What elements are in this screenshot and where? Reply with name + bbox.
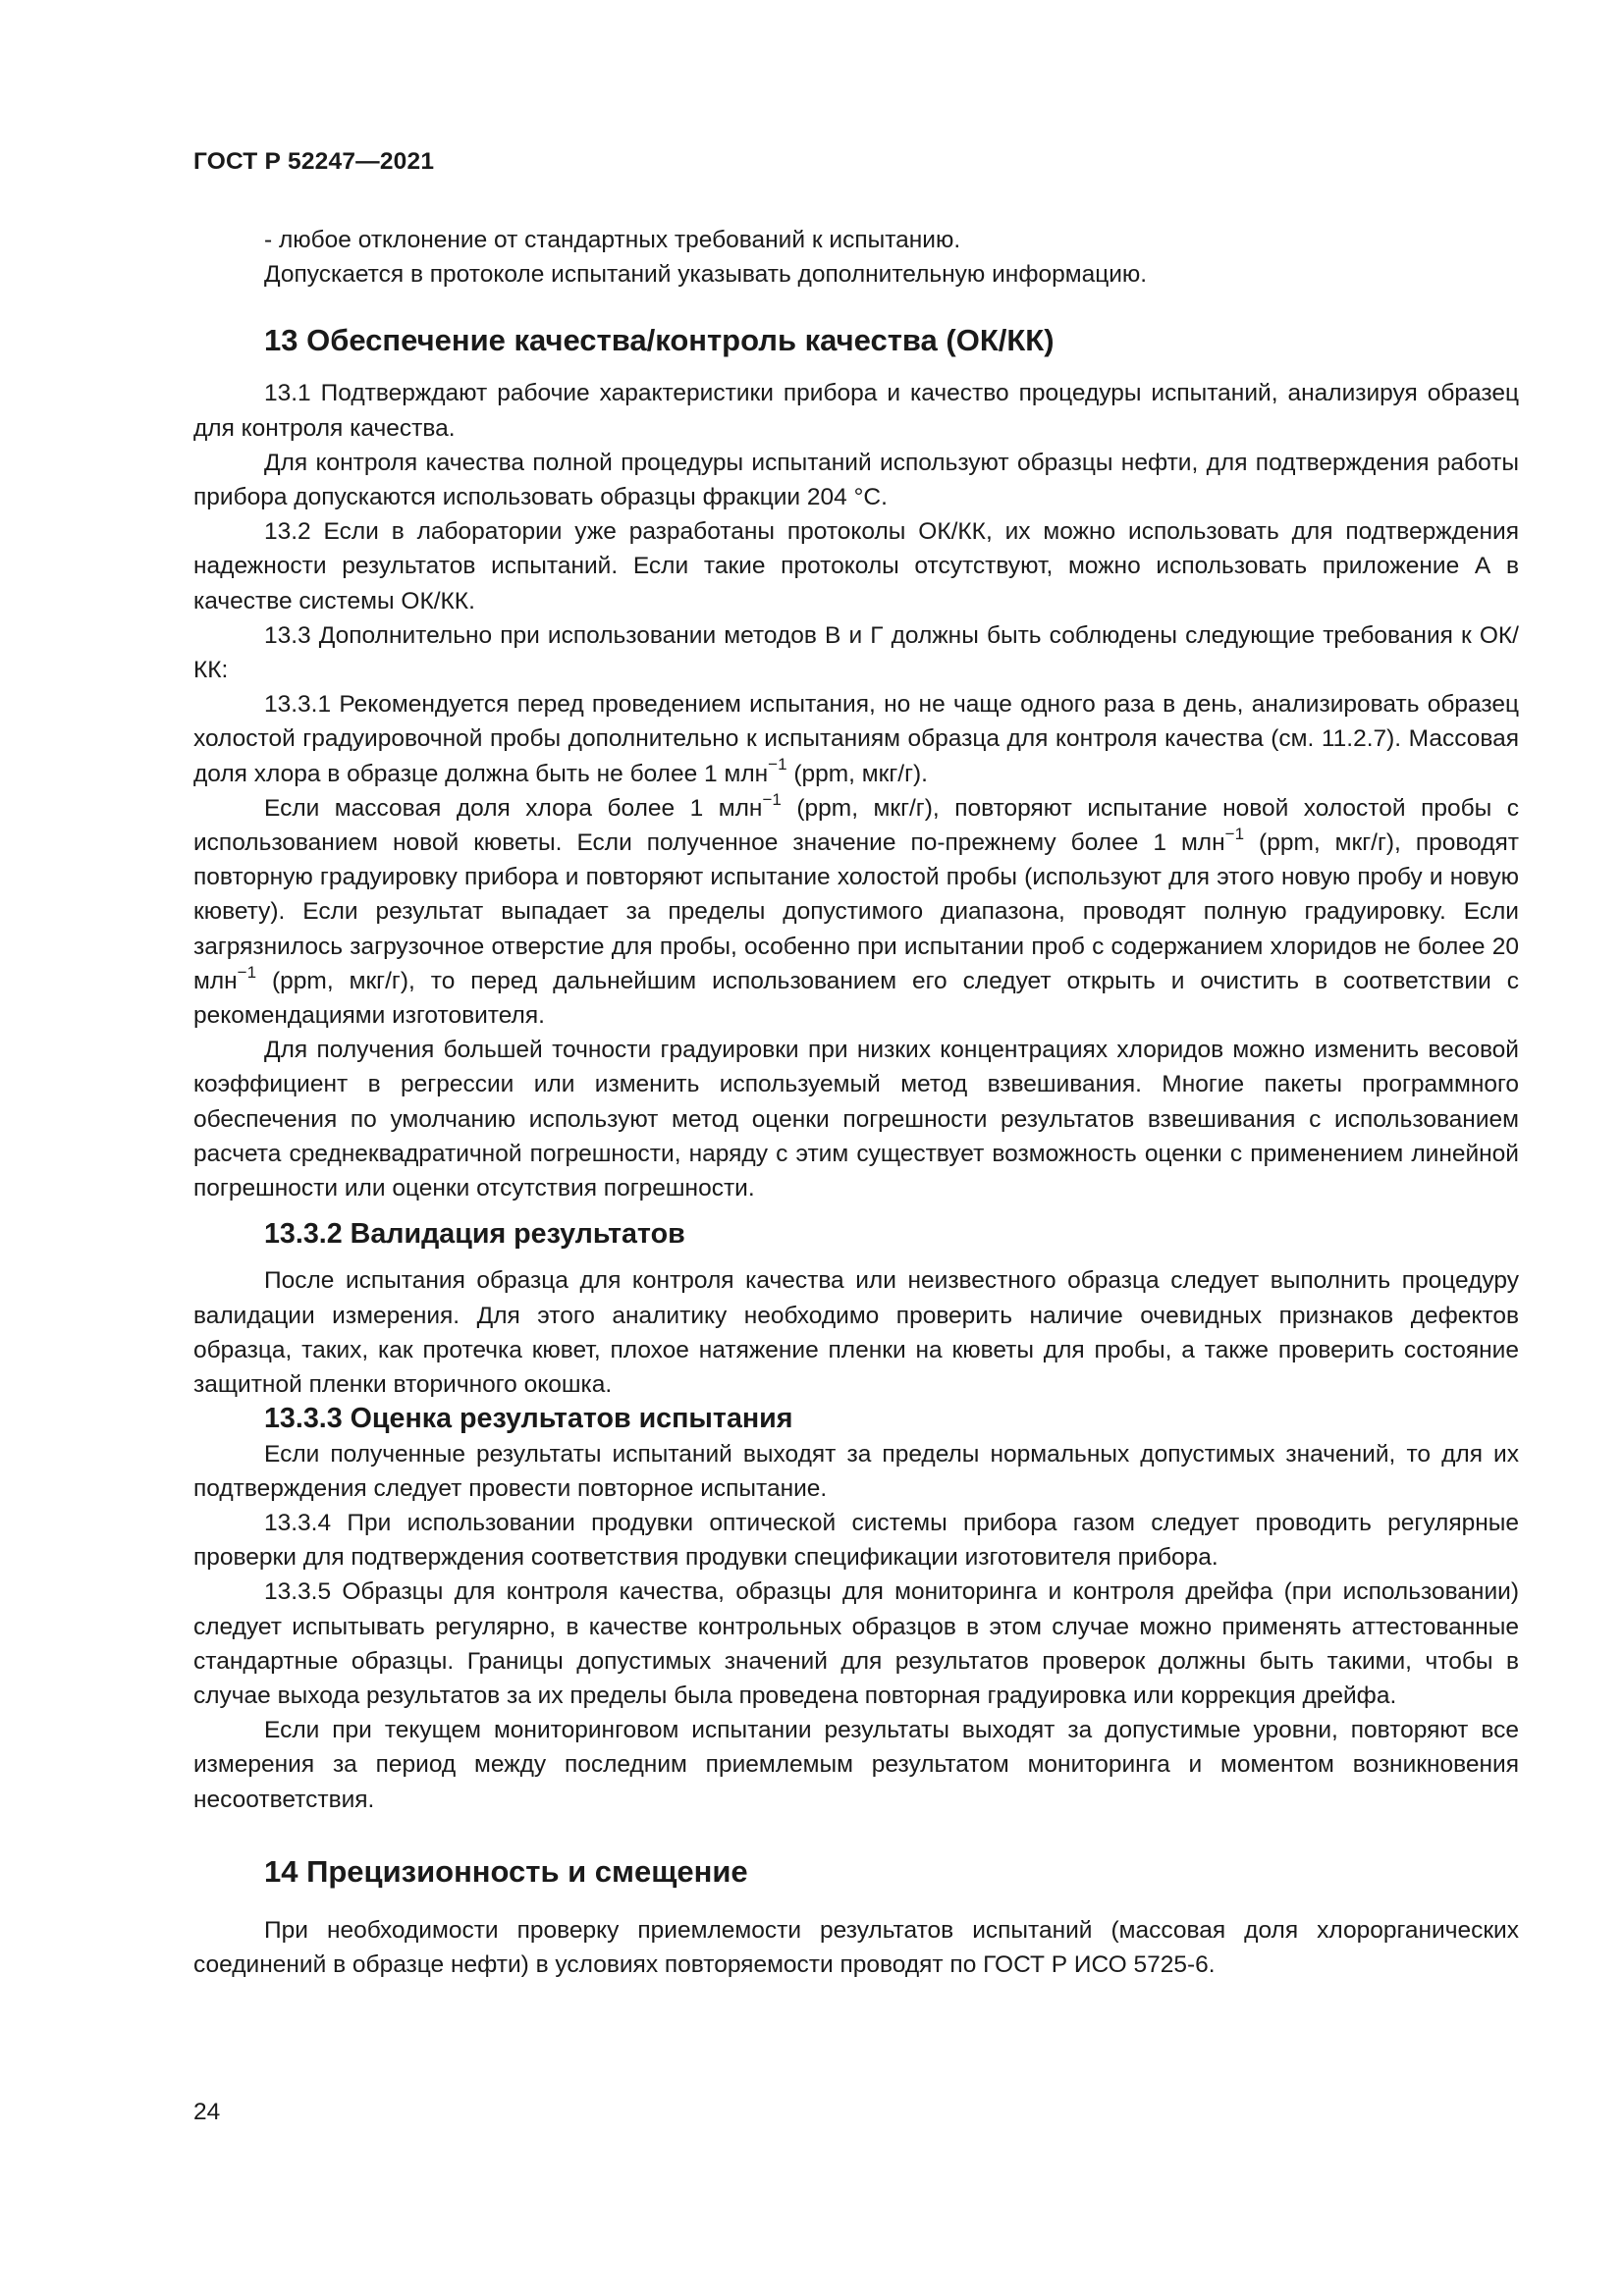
paragraph <box>193 791 1519 1033</box>
text-run: (ppm, мкг/г). <box>786 760 928 787</box>
subsection-13-3-2-heading: 13.3.2 Валидация результатов <box>264 1218 685 1251</box>
text-run: 13.3.1 Рекомендуется перед проведением испытания, но не чаще одного раза в день, анализировать образец холостой градуировочной пробы дополнительно к испытаниям образца для контроля качества (см. 11.2.7). Массовая доля хлора в образце должна быть не более 1 млн <box>193 691 1519 787</box>
paragraph: Допускается в протоколе испытаний указывать дополнительную информацию. <box>264 261 1148 289</box>
paragraph-14: При необходимости проверку приемлемости результатов испытаний (массовая доля хлорорганических соединений в образце нефти) в условиях повторяемости проводят по ГОСТ Р ИСО 5725-6. <box>193 1916 1519 1978</box>
superscript: −1 <box>1224 824 1245 843</box>
paragraph: Для получения большей точности градуировки при низких концентрациях хлоридов можно изменить весовой коэффициент в регрессии или изменить используемый метод взвешивания. Многие пакеты программного обеспечения по умолчанию используют метод оценки погрешности результатов взвешивания с использованием расчета среднеквадратичной погрешности, наряду с этим существует возможность оценки с применением линейной погрешности или оценки отсутствия погрешности. <box>193 1037 1519 1202</box>
superscript: −1 <box>237 962 257 982</box>
paragraph-13-1: 13.1 Подтверждают рабочие характеристики прибора и качество процедуры испытаний, анализируя образец для контроля качества. <box>193 380 1519 442</box>
superscript: −1 <box>768 755 787 774</box>
text-run: (ppm, мкг/г), проводят повторную градуировку прибора и повторяют испытание холостой пробы (используют для этого новую пробу и новую кювету). Если результат выпадает за пределы допустимого диапазона, проводят полную градуировку. Если загрязнилось загрузочное отверстие для пробы, особенно при испытании проб с содержанием хлоридов не более 20 млн <box>193 829 1519 994</box>
paragraph-13-3-4: 13.3.4 При использовании продувки оптической системы прибора газом следует проводить регулярные проверки для подтверждения соответствия продувки спецификации изготовителя прибора. <box>193 1509 1519 1572</box>
page-number: 24 <box>193 2099 221 2125</box>
text-run: (ppm, мкг/г), то перед дальнейшим использованием его следует открыть и очистить в соответствии с рекомендациями изготовителя. <box>193 967 1519 1030</box>
paragraph-13-3: 13.3 Дополнительно при использовании методов В и Г должны быть соблюдены следующие требования к ОК/КК: <box>193 621 1519 684</box>
section-14-heading: 14 Прецизионность и смещение <box>264 1853 748 1889</box>
paragraph-13-3-1 <box>193 687 1519 791</box>
section-13-heading: 13 Обеспечение качества/контроль качества (ОК/КК) <box>264 323 1055 358</box>
document-body <box>193 223 1519 1982</box>
text-run: Если массовая доля хлора более 1 млн <box>264 794 763 822</box>
document-code-header: ГОСТ Р 52247—2021 <box>193 148 435 175</box>
paragraph: Если при текущем мониторинговом испытании результаты выходят за допустимые уровни, повторяют все измерения за период между последним приемлемым результатом мониторинга и моментом возникновения несоответствия. <box>193 1717 1519 1813</box>
superscript: −1 <box>762 789 782 809</box>
subsection-13-3-3-heading: 13.3.3 Оценка результатов испытания <box>264 1403 793 1435</box>
paragraph-13-3-2: После испытания образца для контроля качества или неизвестного образца следует выполнить процедуру валидации измерения. Для этого аналитику необходимо проверить наличие очевидных признаков дефектов образца, таких, как протечка кювет, плохое натяжение пленки на кюветы для пробы, а также проверить состояние защитной пленки вторичного окошка. <box>193 1267 1519 1399</box>
paragraph-13-3-5: 13.3.5 Образцы для контроля качества, образцы для мониторинга и контроля дрейфа (при использовании) следует испытывать регулярно, в качестве контрольных образцов в этом случае можно применять аттестованные стандартные образцы. Границы допустимых значений для результатов проверок должны быть такими, чтобы в случае выхода результатов за их пределы была проведена повторная градуировка или коррекция дрейфа. <box>193 1578 1519 1709</box>
paragraph-13-2: 13.2 Если в лаборатории уже разработаны протоколы ОК/КК, их можно использовать для подтверждения надежности результатов испытаний. Если такие протоколы отсутствуют, можно использовать приложение А в качестве системы ОК/КК. <box>193 518 1519 614</box>
text-run: (ppm, мкг/г), повторяют испытание новой холостой пробы с использованием новой кюветы. Если полученное значение по-прежнему более 1 млн <box>193 794 1519 857</box>
paragraph-13-3-3: Если полученные результаты испытаний выходят за пределы нормальных допустимых значений, то для их подтверждения следует провести повторное испытание. <box>193 1440 1519 1502</box>
paragraph: Для контроля качества полной процедуры испытаний используют образцы нефти, для подтверждения работы прибора допускаются использовать образцы фракции 204 °С. <box>193 449 1519 511</box>
list-item: - любое отклонение от стандартных требований к испытанию. <box>264 227 961 253</box>
